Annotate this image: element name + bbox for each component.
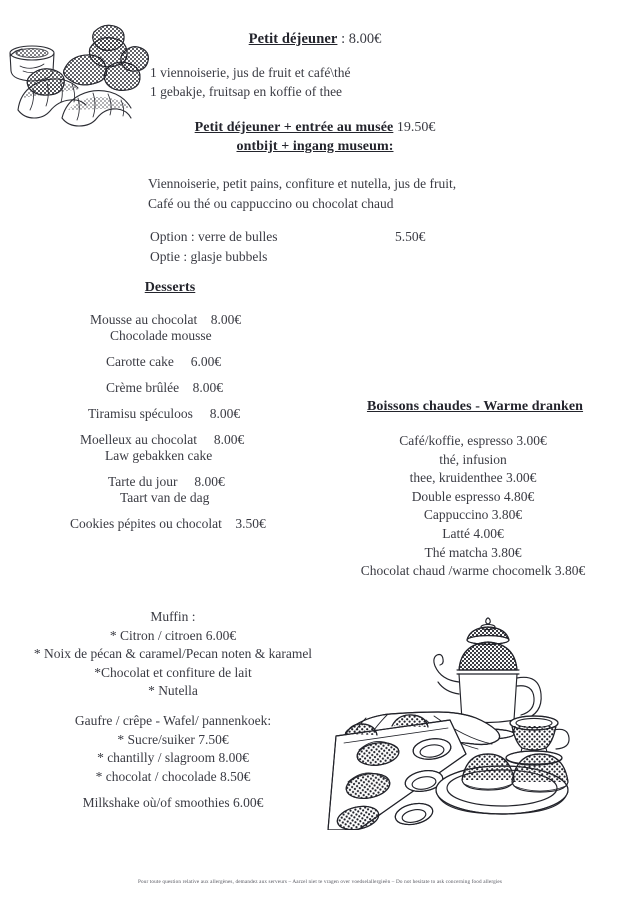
dessert-item	[10, 432, 330, 464]
dessert-item	[10, 406, 330, 422]
dessert-item	[10, 380, 330, 396]
allergy-footer-note	[0, 879, 640, 885]
dessert-item-fr: Tarte du jour 8.00€	[108, 474, 225, 489]
bubbles-option-label-fr: Option : verre de bulles	[150, 229, 278, 244]
bubbles-option-label-nl: Optie : glasje bubbels	[150, 249, 268, 264]
breakfast-description	[150, 63, 490, 101]
teaset-illustration	[326, 608, 626, 830]
museum-breakfast-title-nl	[150, 139, 480, 155]
bubbles-option-price: 5.50€	[395, 229, 426, 244]
dessert-item-fr: Carotte cake 6.00€	[106, 354, 222, 369]
hot-drink-item: Double espresso 4.80€	[411, 488, 535, 504]
museum-breakfast-description-fr: Viennoiserie, petit pains, confiture et nutella, jus de fruit,	[148, 176, 457, 191]
dessert-item-fr: Moelleux au chocolat 8.00€	[80, 432, 245, 447]
breakfast-description-nl: 1 gebakje, fruitsap en koffie of thee	[150, 84, 343, 99]
museum-breakfast-title-label: Petit déjeuner + entrée au musée	[194, 120, 394, 135]
museum-breakfast-description-nl: Café ou thé ou cappuccino ou chocolat chaud	[148, 196, 394, 211]
bubbles-option-block	[150, 227, 470, 267]
hot-drink-item: Cappuccino 3.80€	[423, 507, 523, 523]
desserts-list	[10, 312, 330, 542]
breakfast-title-label: Petit déjeuner	[248, 31, 338, 47]
dessert-item-fr: Tiramisu spéculoos 8.00€	[88, 406, 241, 421]
breakfast-description-fr: 1 viennoiserie, jus de fruit et café\thé	[150, 65, 351, 80]
bubbles-option-row	[150, 227, 470, 247]
croissants-illustration	[2, 18, 150, 138]
dessert-item	[10, 354, 330, 370]
dessert-item	[10, 474, 330, 506]
allergy-footer-text: Pour toute question relative aux allergènes, demandez aux serveurs – Aarzel niet te vragen over voedselallergieën – Do not hesitate to ask concerning food allergies	[137, 879, 503, 885]
museum-breakfast-title-price: 19.50€	[393, 120, 436, 135]
dessert-item-fr: Crème brûlée 8.00€	[106, 380, 223, 395]
dessert-item	[10, 312, 330, 344]
dessert-item-nl: Law gebakken cake	[105, 448, 213, 463]
dessert-item-nl: Taart van de dag	[120, 490, 210, 505]
hot-drinks-heading-label: Boissons chaudes - Warme dranken	[366, 399, 584, 414]
muffin-item: * Noix de pécan & caramel/Pecan noten & karamel	[33, 646, 313, 661]
waffle-item: * chocolat / chocolade 8.50€	[95, 768, 251, 784]
hot-drinks-heading	[330, 399, 620, 415]
waffle-item: * Sucre/suiker 7.50€	[117, 731, 229, 747]
desserts-heading-label: Desserts	[144, 280, 196, 295]
muffin-item: * Citron / citroen 6.00€	[109, 627, 237, 643]
milkshake-block	[8, 795, 338, 811]
dessert-item-nl: Chocolade mousse	[110, 328, 212, 343]
breakfast-title-price: : 8.00€	[337, 31, 382, 47]
hot-drink-item: thé, infusion	[439, 451, 507, 467]
breakfast-title	[150, 31, 480, 48]
muffins-block	[8, 608, 338, 701]
muffins-heading: Muffin :	[150, 609, 196, 624]
dessert-item-fr: Cookies pépites ou chocolat 3.50€	[70, 516, 266, 531]
museum-breakfast-title-nl-label: ontbijt + ingang museum:	[236, 139, 394, 154]
desserts-heading	[60, 280, 280, 296]
museum-breakfast-description	[148, 174, 508, 214]
hot-drink-item: Thé matcha 3.80€	[424, 544, 522, 560]
hot-drink-item: Chocolat chaud /warme chocomelk 3.80€	[360, 563, 586, 579]
waffles-block	[8, 712, 338, 786]
museum-breakfast-title	[150, 120, 480, 136]
dessert-item-fr: Mousse au chocolat 8.00€	[90, 312, 242, 327]
muffin-item: * Nutella	[148, 683, 198, 698]
milkshake-item: Milkshake où/of smoothies 6.00€	[82, 795, 264, 810]
muffin-item: *Chocolat et confiture de lait	[94, 664, 252, 680]
dessert-item	[10, 516, 330, 532]
hot-drink-item: thee, kruidenthee 3.00€	[409, 470, 537, 486]
hot-drinks-list	[318, 432, 628, 581]
hot-drink-item: Café/koffie, espresso 3.00€	[399, 433, 547, 448]
waffle-item: * chantilly / slagroom 8.00€	[97, 750, 249, 765]
waffles-heading: Gaufre / crêpe - Wafel/ pannenkoek:	[74, 713, 272, 728]
hot-drink-item: Latté 4.00€	[442, 525, 504, 541]
